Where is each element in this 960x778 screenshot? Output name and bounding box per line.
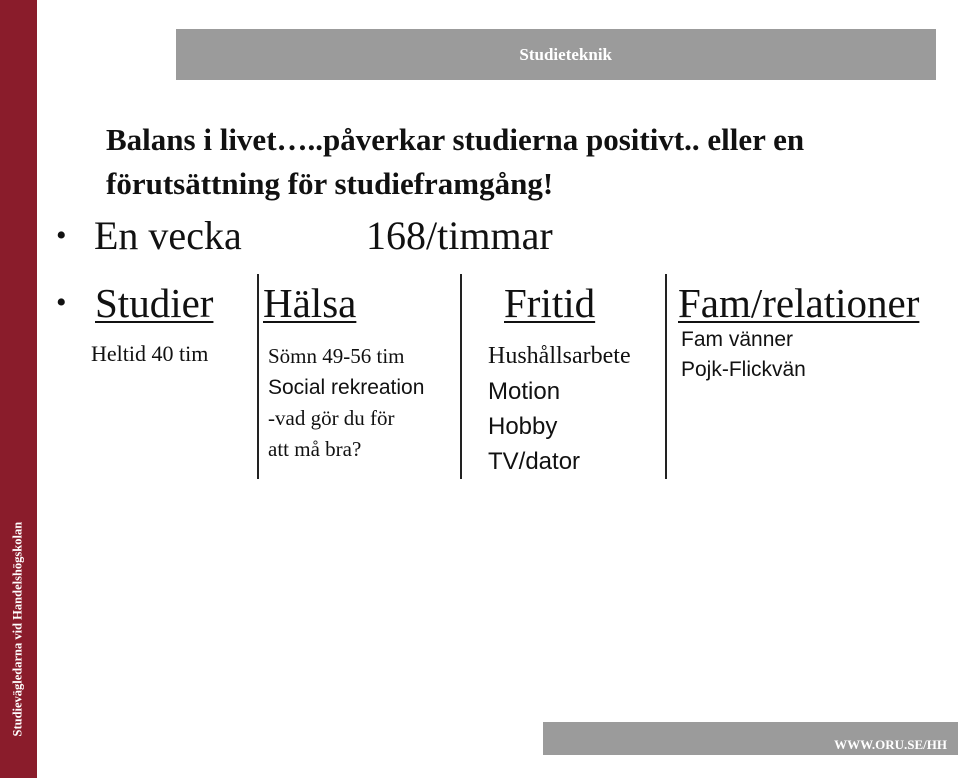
list-item: Pojk-Flickvän: [681, 358, 806, 381]
heading-fritid: Fritid: [504, 280, 596, 326]
header-bar: [176, 29, 936, 80]
list-item: Motion: [488, 378, 561, 405]
heading-studier: Studier: [95, 280, 214, 326]
bullet-dot: •: [56, 219, 67, 252]
list-item: Hobby: [488, 413, 558, 440]
header-title: Studieteknik: [519, 44, 612, 64]
list-item: Fam vänner: [681, 328, 794, 351]
list-item: Sömn 49-56 tim: [268, 344, 405, 368]
sidebar-vertical-text: Studievägledarna vid Handelshögskolan: [10, 521, 25, 737]
footer-bar: [543, 722, 958, 755]
sidebar-stripe: [0, 0, 37, 778]
list-item: att må bra?: [268, 437, 362, 461]
heading-halsa: Hälsa: [263, 280, 357, 326]
footer-url: WWW.ORU.SE/HH: [834, 737, 947, 752]
slide-title: Balans i livet…..påverkar studierna positivt.. eller en förutsättning för studieframgång!: [106, 122, 805, 201]
bullet-week-value: 168/timmar: [366, 213, 553, 258]
column-studier-list: [91, 340, 208, 368]
column-divider: [665, 274, 667, 479]
list-item: -vad gör du för: [268, 406, 395, 430]
list-item: Social rekreation: [268, 376, 425, 399]
heading-fam-relationer: Fam/relationer: [678, 280, 920, 326]
list-item: Hushållsarbete: [488, 343, 631, 369]
bullet-dot: •: [56, 286, 67, 319]
bullet-week-label: En vecka: [94, 213, 242, 258]
column-fritid-list: [488, 339, 631, 479]
column-divider: [460, 274, 462, 479]
list-item: Heltid 40 tim: [91, 341, 209, 366]
column-fam-list: [681, 325, 806, 385]
list-item: TV/dator: [488, 448, 581, 475]
column-halsa-list: [268, 341, 424, 465]
column-divider: [257, 274, 259, 479]
